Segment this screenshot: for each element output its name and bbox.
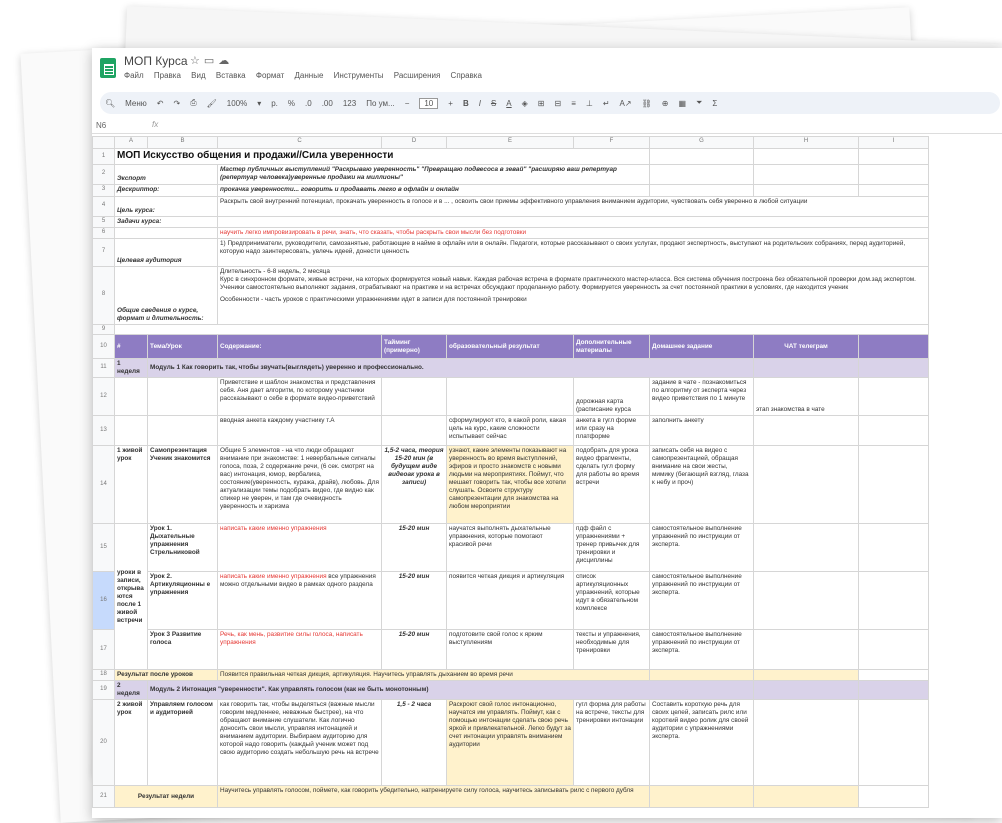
title-actions (190, 54, 233, 67)
table-row (93, 227, 929, 238)
font-size-increase-icon[interactable]: + (448, 98, 453, 108)
table-cell[interactable] (115, 324, 929, 335)
column-header-e[interactable]: E (447, 137, 574, 149)
menu-data[interactable]: Данные (294, 71, 324, 80)
table-cell[interactable]: Речь, как мень, развитие силы голоса, написать упражнения (218, 630, 382, 670)
table-cell[interactable]: анкета в гугл форме или сразу на платформе (574, 416, 650, 446)
data-table (92, 136, 929, 808)
table-cell[interactable] (754, 670, 859, 681)
module-title-cell[interactable]: Модуль 2 Интонация "уверенности". Как управлять голосом (как не быть монотонным) (148, 681, 754, 700)
table-cell[interactable] (148, 378, 218, 416)
table-cell[interactable] (754, 184, 859, 196)
fx-icon: fx (152, 120, 159, 129)
font-select[interactable]: По ум... (366, 98, 395, 108)
cell-line: Длительность - 6-8 недель, 2 месяца (220, 267, 330, 275)
row-number[interactable]: 2 (93, 164, 115, 184)
module-title-cell[interactable]: Модуль 1 Как говорить так, чтобы звучать(выглядеть) уверенно и профессионально. (148, 359, 754, 378)
sheet-title-cell[interactable]: МОП Искусство общения и продажи//Сила уверенности (115, 149, 650, 165)
decimal-increase-icon[interactable]: .00 (321, 98, 333, 108)
table-cell[interactable] (754, 149, 859, 165)
table-cell[interactable] (754, 630, 859, 670)
table-row (93, 700, 929, 786)
paint-format-icon[interactable]: 🖌︎ (206, 98, 217, 108)
menu-edit[interactable]: Правка (153, 71, 181, 80)
table-cell[interactable]: Экспорт (115, 164, 218, 184)
table-cell[interactable] (859, 572, 929, 630)
menu-help[interactable]: Справка (450, 71, 482, 80)
table-row (93, 164, 929, 184)
table-cell[interactable]: этап знакомства в чате (754, 378, 859, 416)
formula-bar (92, 119, 1002, 134)
column-header-f[interactable]: F (574, 137, 650, 149)
table-cell[interactable] (859, 524, 929, 572)
table-cell[interactable]: Дескриптор: (115, 184, 218, 196)
table-cell[interactable] (754, 700, 859, 786)
module-row (93, 359, 929, 378)
table-cell[interactable] (115, 416, 148, 446)
functions-icon[interactable]: Σ (712, 98, 718, 108)
table-cell[interactable]: Цель курса: (115, 196, 218, 216)
insert-chart-icon[interactable]: ▦ (678, 98, 687, 108)
table-cell[interactable]: Самопрезентация Ученик знакомится (148, 446, 218, 524)
align-horizontal-icon[interactable]: ≡ (571, 98, 576, 108)
menu-search[interactable]: Меню (125, 98, 147, 108)
table-cell[interactable]: 15-20 мин (382, 630, 447, 670)
move-folder-icon[interactable]: ▭ (203, 55, 219, 67)
row-number[interactable]: 3 (93, 184, 115, 196)
table-row (93, 630, 929, 670)
table-row (93, 572, 929, 630)
table-cell[interactable] (218, 572, 382, 630)
cell-line: Курс в синхронном формате, живые встречи, на которых формируется новый навык. Каждая рабочая встреча в формате практического мастер-класса. Вся система обучения построена без обязательной проверки дом.зад экспертом. Ученики самостоятельно выполняют задания, отрабатывают на практике и на встречах обсуждают проделанную работу. Формируется уверенность за счет постоянной практики в условиях, где находится ученик (220, 275, 916, 291)
cell-line: Особенности - часть уроков с практическими упражнениями идет в записи для постоянной тренировки (220, 295, 527, 303)
menu-file[interactable]: Файл (124, 71, 144, 80)
table-cell[interactable] (859, 149, 929, 165)
table-cell[interactable]: Управляем голосом и аудиторией (148, 700, 218, 786)
table-cell[interactable]: Задачи курса: (115, 216, 218, 227)
percent-icon[interactable]: % (287, 98, 296, 108)
table-cell[interactable] (859, 670, 929, 681)
table-cell[interactable]: Раскроют свой голос интонационно, научатся им управлять. Поймут, как с помощью интонации сделать свою речь яркой и привлекательной. Легко будут за счет интонации управлять вниманием аудитории (447, 700, 574, 786)
table-cell[interactable]: узнают, какие элементы показывают на уверенность во время выступлений, эфиров и просто знакомств с новыми людьми на мероприятиях. Поймут, что мешает говорить так, чтобы все хотели слушать. Освоите структуру самопрезентации для знакомства на любом мероприятии (447, 446, 574, 524)
table-cell[interactable] (650, 184, 754, 196)
table-cell[interactable] (650, 786, 754, 808)
sheet-grid (92, 136, 929, 808)
font-size-input[interactable]: 10 (419, 98, 438, 109)
table-row (93, 324, 929, 335)
table-cell[interactable]: записать себя на видео с самопрезентацией, обращая внимание на свои жесты, мимику (бегающий взгляд, глаза к небу и проч) (650, 446, 754, 524)
table-cell[interactable]: самостоятельное выполнение упражнений по инструкции от эксперта. (650, 524, 754, 572)
row-number[interactable]: 19 (93, 681, 115, 700)
table-cell[interactable] (115, 378, 148, 416)
menu-view[interactable]: Вид (191, 71, 206, 80)
table-cell[interactable]: Общие 5 элементов - на что люди обращают внимание при знакомстве: 1 невербальные сигналы голоса, поза, 2 содержание речи, (6 сек. смотрят на вас) интонация, юмор, вербалика, состояние(уверенность, куража, драйв), любовь. Для актуализации темы подобрать видео, где видно как спикер не уверен, и там где очевидность уверенность и харизма (218, 446, 382, 524)
header-cell-content[interactable]: Содержание: (218, 335, 382, 359)
table-row (93, 416, 929, 446)
row-number[interactable]: 12 (93, 378, 115, 416)
column-header-c[interactable]: C (218, 137, 382, 149)
column-header-d[interactable]: D (382, 137, 447, 149)
table-cell[interactable]: Приветствие и шаблон знакомства и представления себя. Аня дает алгоритм, по которому участники рассказывают о себе в формате видео-приветствий (218, 378, 382, 416)
table-cell[interactable] (447, 378, 574, 416)
table-cell[interactable]: уроки в записи, открыва ются после 1 живой встречи (115, 524, 148, 670)
borders-icon[interactable]: ⊞ (537, 98, 545, 108)
table-cell[interactable]: 1 живой урок (115, 446, 148, 524)
text-wrap-icon[interactable]: ↵ (602, 98, 610, 108)
header-cell-homework[interactable]: Домашнее задание (650, 335, 754, 359)
table-cell[interactable]: заполнить анкету (650, 416, 754, 446)
week-cell[interactable]: 1 неделя (115, 359, 148, 378)
table-cell[interactable] (650, 670, 754, 681)
table-cell[interactable] (754, 572, 859, 630)
table-cell[interactable] (218, 266, 929, 324)
table-cell[interactable]: задание в чате - познакомиться по алгоритму от эксперта через видео приветствия по 1 минуте (650, 378, 754, 416)
table-cell[interactable] (148, 416, 218, 446)
table-cell[interactable]: гугл форма для работы на встрече, тексты для тренировки интонации (574, 700, 650, 786)
toolbar (100, 92, 1000, 114)
font-size-decrease-icon[interactable]: − (404, 98, 410, 108)
header-cell-result[interactable]: образовательный результат (447, 335, 574, 359)
result-label-cell[interactable]: Результат недели (115, 786, 218, 808)
column-header-a[interactable]: A (115, 137, 148, 149)
menu-format[interactable]: Формат (255, 71, 285, 80)
table-cell[interactable] (754, 446, 859, 524)
table-cell[interactable] (650, 164, 754, 184)
table-cell[interactable] (754, 786, 859, 808)
table-row (93, 216, 929, 227)
table-cell[interactable] (859, 184, 929, 196)
row-number[interactable]: 15 (93, 524, 115, 572)
sheets-logo-icon[interactable] (100, 58, 116, 78)
table-cell[interactable]: подобрать для урока видео фрагменты, сделать гугл форму для работы во время встречи (574, 446, 650, 524)
table-cell[interactable]: Целевая аудитория (115, 238, 218, 266)
table-cell[interactable]: научатся выполнять дыхательные упражнения, которые помогают красивой речи (447, 524, 574, 572)
star-icon[interactable]: ☆ (190, 55, 204, 67)
table-cell[interactable] (754, 416, 859, 446)
strikethrough-icon[interactable]: S (490, 98, 497, 108)
italic-icon[interactable]: I (478, 98, 481, 108)
table-cell[interactable]: 1,5 - 2 часа (382, 700, 447, 786)
column-header-b[interactable]: B (148, 137, 218, 149)
row-number[interactable]: 11 (93, 359, 115, 378)
header-cell-timing[interactable]: Тайминг (примерно) (382, 335, 447, 359)
table-cell[interactable] (859, 359, 929, 378)
row-number[interactable]: 7 (93, 238, 115, 266)
result-value-cell[interactable]: Появится правильная четкая дикция, артикуляция. Научитесь управлять дыханием во время речи (218, 670, 650, 681)
table-cell[interactable] (859, 700, 929, 786)
undo-icon[interactable]: ↶ (156, 98, 164, 108)
table-cell[interactable]: Урок 3 Развитие голоса (148, 630, 218, 670)
table-cell[interactable] (859, 630, 929, 670)
search-icon[interactable]: 🔍︎ (105, 98, 116, 108)
table-row (93, 184, 929, 196)
table-cell[interactable]: подготовите свой голос к ярким выступлениям (447, 630, 574, 670)
table-cell[interactable] (754, 524, 859, 572)
table-cell[interactable]: Общие сведения о курсе, формат и длительность: (115, 266, 218, 324)
cloud-status-icon[interactable]: ☁ (218, 55, 234, 67)
cell-line: написать какие именно упражнения (220, 573, 327, 580)
table-cell[interactable] (859, 416, 929, 446)
redo-icon[interactable]: ↷ (173, 98, 181, 108)
column-header-g[interactable]: G (650, 137, 754, 149)
table-cell[interactable]: научить легко импровизировать в речи, знать, что сказать, чтобы раскрыть свои мысли без подготовки (218, 227, 929, 238)
table-cell[interactable]: сформулируют кто, в какой роли, какая цель на курс, какие сложности испытывает сейчас (447, 416, 574, 446)
text-color-icon[interactable]: A (506, 98, 512, 108)
table-header-row (93, 335, 929, 359)
result-row (93, 670, 929, 681)
table-row (93, 149, 929, 165)
table-cell[interactable]: как говорить так, чтобы выделяться (важные мысли говорим медленнее, неважные быстрее), на что обращают внимание слушатели. Как логично доносить свои мысли, управляя интонацией и вниманием аудитории. Выбираем аудиторию для которой надо говорить (каждый ученик может под свою аудиторию создать небольшую речь на встрече (218, 700, 382, 786)
table-cell[interactable] (859, 164, 929, 184)
row-number[interactable]: 18 (93, 670, 115, 681)
table-row (93, 378, 929, 416)
table-cell[interactable]: 15-20 мин (382, 572, 447, 630)
table-cell[interactable]: Раскрыть свой внутренний потенциал, прокачать уверенность в голосе и в ... , освоить свои приемы эффективного управления вниманием аудитории, чувствовать себя уверенно в любой ситуации (218, 196, 929, 216)
row-number[interactable]: 16 (93, 572, 115, 630)
row-number[interactable]: 10 (93, 335, 115, 359)
table-row (93, 446, 929, 524)
row-number[interactable]: 1 (93, 149, 115, 165)
column-header-h[interactable]: H (754, 137, 859, 149)
chevron-down-icon: ▾ (257, 98, 262, 108)
header-cell-materials[interactable]: Дополнительные материалы (574, 335, 650, 359)
column-header-i[interactable]: I (859, 137, 929, 149)
table-cell[interactable] (859, 378, 929, 416)
table-cell[interactable]: Составить короткую речь для своих целей, записать рилс или короткий видео ролик для своей аудитории с упражнениями эксперта. (650, 700, 754, 786)
table-cell[interactable]: Урок 2. Артикуляционны е упражнения (148, 572, 218, 630)
select-all-corner[interactable] (93, 137, 115, 149)
row-number[interactable]: 6 (93, 227, 115, 238)
fill-color-icon[interactable]: ◈ (521, 98, 528, 108)
merge-cells-icon[interactable]: ⊟ (554, 98, 562, 108)
table-cell[interactable]: Мастер публичных выступлений "Раскрываю уверенность" "Превращаю подвесоса в зевай" "расширяю ваш репертуар (репертуар человека)уверенные продажи на миллионы" (218, 164, 650, 184)
table-cell[interactable] (859, 786, 929, 808)
header-cell-topic[interactable]: Тема/Урок (148, 335, 218, 359)
row-number[interactable]: 17 (93, 630, 115, 670)
table-cell[interactable]: 2 живой урок (115, 700, 148, 786)
week-cell[interactable]: 2 неделя (115, 681, 148, 700)
row-number[interactable]: 5 (93, 216, 115, 227)
table-cell[interactable]: тексты и упражнения, необходимые для тренировки (574, 630, 650, 670)
table-cell[interactable] (754, 164, 859, 184)
menu-bar (124, 71, 490, 80)
table-cell[interactable]: 1) Предприниматели, руководители, самозанятые, работающие в найме в офлайн или в онлайн. Педагоги, которые рассказывают о своих услугах, продают экспертность, выступают на родительских собраниях, перед аудиторией, которую надо заинтересовать, увлечь идеей, донести ценность (218, 238, 929, 266)
result-row (93, 786, 929, 808)
column-header-row (93, 137, 929, 149)
table-cell[interactable]: пдф файл с упражнениями + тренер привычек для тренировки и дисциплины (574, 524, 650, 572)
table-cell[interactable]: Урок 1. Дыхательные упражнения Стрельниковой (148, 524, 218, 572)
table-cell[interactable] (115, 227, 218, 238)
cell-reference-box[interactable]: N6 (96, 121, 107, 130)
row-number[interactable]: 8 (93, 266, 115, 324)
header-cell-num[interactable]: # (115, 335, 148, 359)
menu-insert[interactable]: Вставка (215, 71, 246, 80)
insert-link-icon[interactable]: ⛓︎ (641, 98, 652, 108)
bold-icon[interactable]: B (462, 98, 469, 108)
table-row (93, 266, 929, 324)
filter-icon[interactable]: ⏷ (696, 98, 703, 107)
table-cell[interactable]: 1,5-2 часа, теория 15-20 мин (в будущем виде видеоак урока в записи) (382, 446, 447, 524)
table-cell[interactable] (859, 681, 929, 700)
table-cell[interactable]: дорожная карта (расписание курса (574, 378, 650, 416)
menu-extensions[interactable]: Расширения (393, 71, 441, 80)
result-label-cell[interactable]: Результат после уроков (115, 670, 218, 681)
align-vertical-icon[interactable]: ⊥ (585, 98, 593, 108)
spreadsheet-window (92, 48, 1002, 818)
table-row (93, 238, 929, 266)
table-row (93, 196, 929, 216)
title-bar (92, 48, 1002, 88)
header-cell-empty[interactable] (859, 335, 929, 359)
print-icon[interactable]: ⎙ (190, 98, 197, 107)
table-cell[interactable]: вводная анкета каждому участнику т.А (218, 416, 382, 446)
table-cell[interactable] (754, 681, 859, 700)
zoom-select[interactable]: 100% (226, 98, 248, 108)
result-value-cell[interactable]: Научитесь управлять голосом, поймете, как говорить убедительно, натренируете силу голоса, научитесь записывать рилс с первого дубля (218, 786, 650, 808)
row-number[interactable]: 14 (93, 446, 115, 524)
table-row (93, 524, 929, 572)
table-cell[interactable]: написать какие именно упражнения (218, 524, 382, 572)
table-cell[interactable]: 15-20 мин (382, 524, 447, 572)
table-cell[interactable]: список артикуляционных упражнений, которые идут в обязательном комплексе (574, 572, 650, 630)
cell-line: все упражнения можно отдельными видео в рамках одного раздела (220, 573, 376, 588)
table-cell[interactable] (754, 359, 859, 378)
table-cell[interactable] (218, 216, 929, 227)
text-rotation-icon[interactable]: A↗ (619, 98, 632, 108)
row-number[interactable]: 9 (93, 324, 115, 335)
table-cell[interactable]: самостоятельное выполнение упражнений по инструкции от эксперта. (650, 630, 754, 670)
insert-comment-icon[interactable]: ⊕ (661, 98, 669, 108)
table-cell[interactable] (650, 149, 754, 165)
table-cell[interactable]: самостоятельное выполнение упражнений по инструкции от эксперта. (650, 572, 754, 630)
module-row (93, 681, 929, 700)
header-cell-telegram[interactable]: ЧАТ телеграм (754, 335, 859, 359)
number-format-icon[interactable]: 123 (342, 98, 357, 108)
row-number[interactable]: 21 (93, 786, 115, 808)
currency-icon[interactable]: р. (271, 98, 278, 108)
row-number[interactable]: 13 (93, 416, 115, 446)
row-number[interactable]: 20 (93, 700, 115, 786)
row-number[interactable]: 4 (93, 196, 115, 216)
table-cell[interactable]: прокачка уверенности... говорить и продавать легко в офлайн и онлайн (218, 184, 650, 196)
table-cell[interactable]: появится четкая дикция и артикуляция (447, 572, 574, 630)
document-title[interactable]: МОП Курса (124, 54, 188, 68)
decimal-decrease-icon[interactable]: .0 (305, 98, 312, 108)
table-cell[interactable] (859, 446, 929, 524)
table-cell[interactable] (382, 416, 447, 446)
table-cell[interactable] (382, 378, 447, 416)
menu-tools[interactable]: Инструменты (333, 71, 384, 80)
